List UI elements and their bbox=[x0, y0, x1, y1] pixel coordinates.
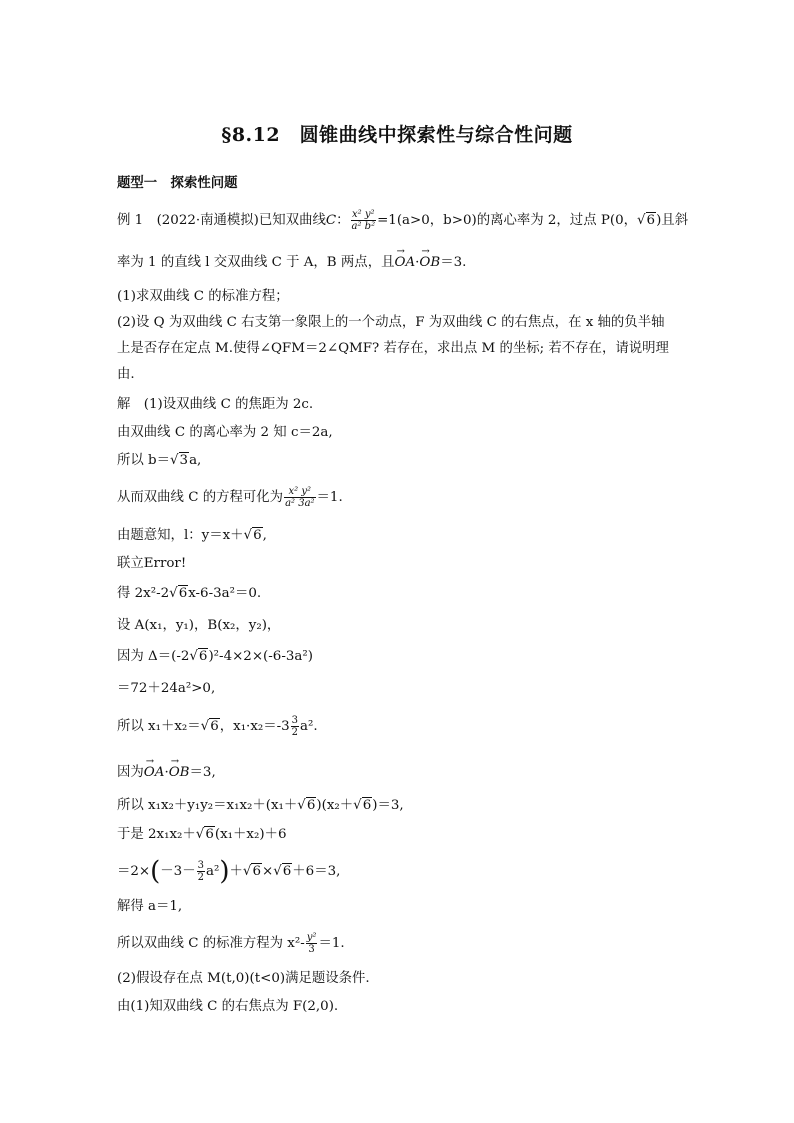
solution-line-14: 于是 2x₁x₂＋√6(x₁＋x₂)＋6 bbox=[117, 827, 287, 842]
solution-line-19: 由(1)知双曲线 C 的右焦点为 F(2,0). bbox=[117, 999, 339, 1014]
section-heading: 题型一 探索性问题 bbox=[117, 175, 238, 191]
solution-line-18: (2)假设存在点 M(t,0)(t<0)满足题设条件. bbox=[117, 971, 370, 986]
example-source: (2022·南通模拟) bbox=[156, 213, 259, 228]
solution-line-10: ＝72＋24a²>0, bbox=[117, 681, 216, 696]
sqrt-symbol: √6 bbox=[637, 213, 656, 228]
vector-oa: → OA bbox=[394, 254, 415, 272]
solution-line-17: 所以双曲线 C 的标准方程为 x²- $\frac{\text{y²}}{3}$ ＝1. bbox=[117, 932, 345, 955]
solution-line-16: 解得 a＝1, bbox=[117, 899, 183, 914]
question-2-line-2: 上是否存在定点 M.使得∠QFM＝2∠QMF? 若存在，求出点 M 的坐标; 若不存在，请说明理 bbox=[117, 341, 669, 356]
solution-line-8: 设 A(x₁，y₁)，B(x₂，y₂)， bbox=[117, 618, 281, 633]
solution-line-7: 得 2x²-2√6x-6-3a²＝0. bbox=[117, 586, 262, 601]
hyperbola-fraction: $\frac{\text{x² y²}}{\text{a² b²}}$ bbox=[351, 209, 376, 232]
solution-line-2: 由双曲线 C 的离心率为 2 知 c＝2a, bbox=[117, 425, 333, 440]
question-1: (1)求双曲线 C 的标准方程； bbox=[117, 289, 289, 304]
solution-line-6: 联立Error! bbox=[117, 556, 187, 571]
solution-line-11: 所以 x₁＋x₂＝√6，x₁·x₂＝-3 $\frac{3}{2}$ a². bbox=[117, 715, 318, 738]
vector-ob: → OB bbox=[419, 254, 440, 272]
solution-line-15: ＝2×(－3－ $\frac{3}{2}$ a²)＋√6×√6＋6＝3, bbox=[117, 856, 341, 887]
solution-line-13: 所以 x₁x₂＋y₁y₂＝x₁x₂＋(x₁＋√6)(x₂＋√6)＝3, bbox=[117, 798, 404, 813]
question-2-line-1: (2)设 Q 为双曲线 C 右支第一象限上的一个动点，F 为双曲线 C 的右焦点，在 x 轴的负半轴 bbox=[117, 315, 665, 330]
question-2-line-3: 由. bbox=[117, 367, 135, 382]
solution-line-9: 因为 Δ＝(-2√6)²-4×2×(-6-3a²) bbox=[117, 649, 313, 664]
solution-line-3: 所以 b＝√3a, bbox=[117, 453, 202, 468]
example-line-1: 例 1 (2022·南通模拟)已知双曲线C： $\frac{\text{x² y²}}{\text{a² b²}}$ =1(a>0，b>0)的离心率为 2，过点 P(0，√6)且斜 bbox=[117, 209, 689, 232]
example-line-2: 率为 1 的直线 l 交双曲线 C 于 A，B 两点，且→ OA·→ OB＝3. bbox=[117, 254, 466, 272]
solution-line-4: 从而双曲线 C 的方程可化为 $\frac{\text{x² y²}}{\text{a² 3a²}}$ ＝1. bbox=[117, 486, 343, 509]
solution-line-5: 由题意知，l：y＝x＋√6, bbox=[117, 528, 267, 543]
example-label: 例 1 bbox=[117, 213, 144, 228]
solution-line-12: 因为→ OA·→ OB＝3, bbox=[117, 764, 216, 782]
page-title: §8.12 圆锥曲线中探索性与综合性问题 bbox=[221, 124, 573, 146]
solution-line-1: 解 (1)设双曲线 C 的焦距为 2c. bbox=[117, 397, 314, 412]
